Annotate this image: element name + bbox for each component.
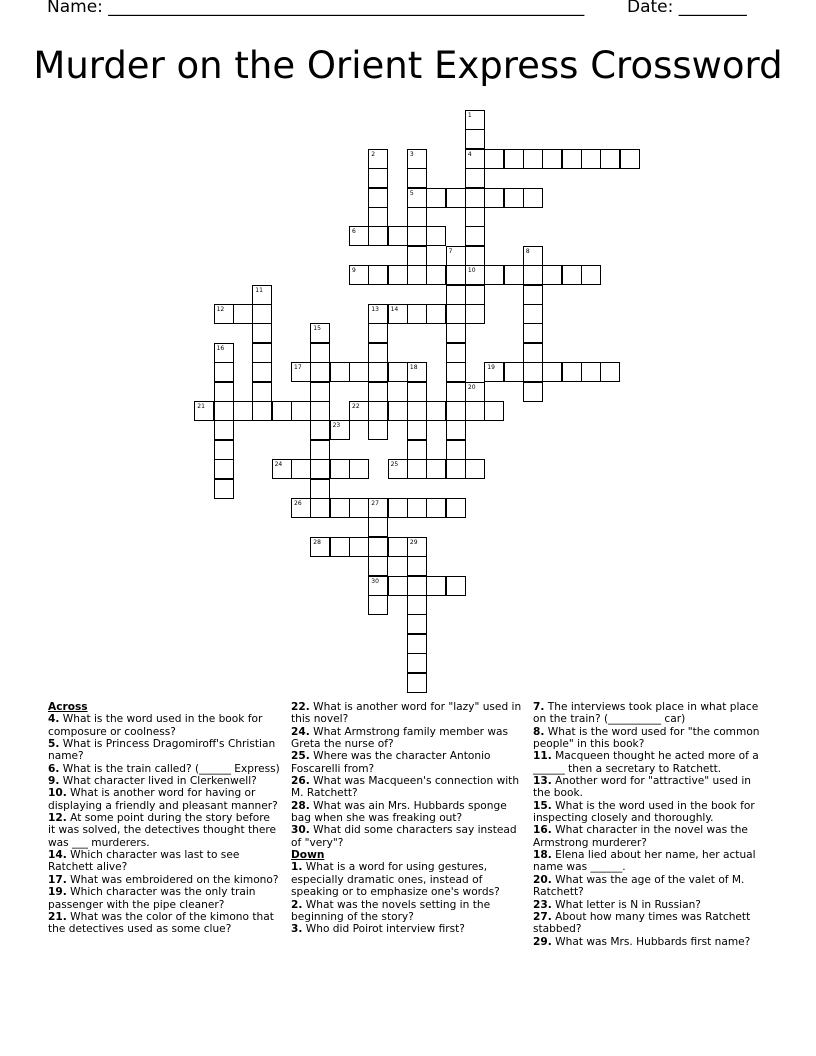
clue-number: 29 [409,538,418,546]
clue-number: 4 [467,150,472,158]
grid-cell[interactable] [407,246,427,266]
grid-cell[interactable] [407,498,427,518]
clue-item [48,849,280,874]
clue-number: 5 [409,189,414,197]
clue-number-label: 17. [48,873,67,886]
clue-item [291,861,523,898]
grid-cell[interactable] [272,459,292,479]
grid-cell[interactable] [291,362,311,382]
grid-cell[interactable] [504,265,524,285]
clue-number-label: 12. [48,812,67,825]
grid-cell[interactable] [272,401,292,421]
clue-number: 19 [487,364,495,372]
grid-cell[interactable] [368,556,388,576]
grid-cell[interactable] [562,265,582,285]
grid-cell[interactable] [252,323,272,343]
grid-cell[interactable] [233,304,253,324]
grid-cell[interactable] [368,168,388,188]
clue-text: What was embroidered on the kimono? [66,873,279,886]
grid-cell[interactable] [542,149,562,169]
grid-cell[interactable] [465,265,485,285]
grid-cell[interactable] [446,401,466,421]
grid-cell[interactable] [465,285,485,305]
grid-cell[interactable] [446,285,466,305]
clue-text: Macqueen thought he acted more of a ______ then a secretary to Ratchett. [533,750,759,775]
grid-cell[interactable] [581,149,601,169]
grid-cell[interactable] [504,362,524,382]
grid-cell[interactable] [407,614,427,634]
grid-cell[interactable] [407,634,427,654]
grid-cell[interactable] [484,362,504,382]
grid-cell[interactable] [407,382,427,402]
clue-text: What is another word for having or displaying a friendly and pleasant manner? [48,787,278,812]
clue-number: 14 [390,306,399,313]
grid-cell[interactable] [620,149,640,169]
clue-number: 3 [409,150,414,158]
grid-cell[interactable] [214,401,234,421]
clue-number: 18 [409,364,418,372]
grid-cell[interactable] [562,149,582,169]
clue-number-label: 1. [291,861,303,874]
grid-cell[interactable] [542,362,562,382]
grid-cell[interactable] [465,168,485,188]
grid-cell[interactable] [426,188,446,208]
clue-number-label: 4. [48,713,60,726]
clue-number: 11 [255,286,263,294]
grid-cell[interactable] [465,382,485,402]
grid-cell[interactable] [446,188,466,208]
grid-cell[interactable] [368,304,388,324]
clue-text: What is the word used for "the common people" in this book? [533,725,760,751]
grid-cell[interactable] [446,459,466,479]
grid-cell[interactable] [291,459,311,479]
clue-number: 20 [467,383,476,391]
clue-number-label: 20. [533,873,552,886]
clue-number: 10 [467,267,476,275]
clue-number-label: 19. [48,886,67,899]
grid-cell[interactable] [388,362,408,382]
grid-cell[interactable] [310,459,330,479]
grid-cell[interactable] [368,149,388,169]
grid-cell[interactable] [426,459,446,479]
clue-number-label: 10. [48,787,67,800]
grid-cell[interactable] [252,285,272,305]
grid-cell[interactable] [465,188,485,208]
grid-cell[interactable] [484,188,504,208]
grid-cell[interactable] [214,343,234,363]
clue-text: Elena lied about her name, her actual name was ______. [533,849,756,874]
grid-cell[interactable] [407,265,427,285]
grid-cell[interactable] [407,401,427,421]
clue-text: At some point during the story before it was solved, the detectives thought there was ___ murderers. [48,812,277,849]
grid-cell[interactable] [484,149,504,169]
grid-cell[interactable] [214,420,234,440]
clue-number-label: 27. [533,910,552,923]
clue-number: 13 [371,306,379,313]
grid-cell[interactable] [349,401,369,421]
grid-cell[interactable] [388,226,408,246]
grid-cell[interactable] [407,556,427,576]
clue-number: 30 [371,577,379,585]
grid-cell[interactable] [330,362,350,382]
clue-text: Which character was last to see Ratchett alive? [48,849,240,874]
grid-cell[interactable] [446,265,466,285]
grid-cell[interactable] [330,420,350,440]
clue-item [291,701,523,726]
grid-cell[interactable] [426,304,446,324]
clue-number: 23 [332,422,341,430]
clue-number-label: 21. [48,910,67,923]
clue-item [48,874,280,886]
grid-cell[interactable] [291,498,311,518]
down-heading: Down [291,849,325,862]
clue-item [48,886,280,911]
grid-cell[interactable] [407,440,427,460]
grid-cell[interactable] [388,401,408,421]
clue-number-label: 23. [533,898,552,911]
grid-cell[interactable] [368,517,388,537]
clues-column-2 [291,701,523,936]
clue-number-label: 30. [291,824,310,837]
clue-text: What was Mrs. Hubbards first name? [551,935,751,948]
clue-text: About how many times was Ratchett stabbed? [533,910,751,936]
grid-cell[interactable] [388,576,408,596]
clue-item [291,923,523,935]
grid-cell[interactable] [581,265,601,285]
grid-cell[interactable] [446,343,466,363]
grid-cell[interactable] [388,304,408,324]
grid-cell[interactable] [407,304,427,324]
grid-cell[interactable] [291,401,311,421]
clue-text: What was the novels setting in the beginning of the story? [291,898,491,923]
grid-cell[interactable] [446,362,466,382]
clues-column-3 [533,701,765,948]
grid-cell[interactable] [368,226,388,246]
grid-cell[interactable] [252,304,272,324]
clue-text: What did some characters say instead of "very"? [291,824,517,849]
date-field-label: Date: ________ [627,0,747,17]
grid-cell[interactable] [349,537,369,557]
clue-number: 21 [197,403,205,410]
grid-cell[interactable] [523,188,543,208]
clue-number-label: 2. [291,898,303,911]
clue-item [48,738,280,763]
clue-item [48,775,280,787]
clue-number: 25 [390,461,399,469]
grid-cell[interactable] [600,362,620,382]
clue-number: 22 [352,403,360,410]
page-title: Murder on the Orient Express Crossword [33,44,783,87]
grid-cell[interactable] [194,401,214,421]
grid-cell[interactable] [446,304,466,324]
clue-text: Where was the character Antonio Foscarelli from? [291,750,491,775]
clue-number: 17 [294,364,302,372]
clue-text: What is a word for using gestures, especially dramatic ones, instead of speaking or to emphasize one's words? [291,861,500,899]
clue-item [533,800,765,825]
grid-cell[interactable] [310,401,330,421]
grid-cell[interactable] [523,382,543,402]
clue-item [533,750,765,775]
grid-cell[interactable] [426,401,446,421]
grid-cell[interactable] [407,226,427,246]
clue-number-label: 13. [533,775,552,788]
grid-cell[interactable] [252,382,272,402]
grid-cell[interactable] [310,420,330,440]
clue-item [291,750,523,775]
grid-cell[interactable] [407,188,427,208]
clue-item [291,899,523,924]
clue-item [291,800,523,825]
clue-text: What is the train called? (______ Express) [59,762,280,775]
grid-cell[interactable] [446,382,466,402]
grid-cell[interactable] [446,576,466,596]
clue-text: What was ain Mrs. Hubbards sponge bag when she was freaking out? [291,799,507,825]
grid-cell[interactable] [407,168,427,188]
clue-text: What letter is N in Russian? [551,898,701,911]
clue-item [533,726,765,751]
grid-cell[interactable] [407,653,427,673]
clue-number: 2 [371,150,376,158]
grid-cell[interactable] [214,382,234,402]
clue-text: What character lived in Clerkenwell? [59,775,257,788]
clue-number: 16 [216,344,225,352]
clue-item [533,874,765,899]
clue-text: Who did Poirot interview first? [302,923,465,936]
down-clue-list [291,861,523,935]
grid-cell[interactable] [310,323,330,343]
grid-cell[interactable] [484,401,504,421]
grid-cell[interactable] [407,420,427,440]
grid-cell[interactable] [368,323,388,343]
grid-cell[interactable] [465,246,485,266]
grid-cell[interactable] [523,246,543,266]
grid-cell[interactable] [426,265,446,285]
clue-text: What is Princess Dragomiroff's Christian name? [48,738,276,763]
grid-cell[interactable] [368,537,388,557]
clue-item [48,812,280,849]
grid-cell[interactable] [349,459,369,479]
grid-cell[interactable] [446,323,466,343]
clue-number: 7 [448,247,453,255]
grid-cell[interactable] [407,207,427,227]
clue-number: 26 [294,500,302,507]
grid-cell[interactable] [426,226,446,246]
grid-cell[interactable] [310,479,330,499]
across-clue-list [48,713,280,935]
clue-number-label: 3. [291,923,303,936]
clue-text: What Armstrong family member was Greta the nurse of? [291,725,509,751]
grid-cell[interactable] [349,226,369,246]
grid-cell[interactable] [368,576,388,596]
grid-cell[interactable] [310,382,330,402]
clue-text: What character in the novel was the Armstrong murderer? [533,824,748,849]
clue-number: 24 [274,461,283,469]
grid-cell[interactable] [407,595,427,615]
grid-cell[interactable] [523,265,543,285]
clue-text: Which character was the only train passenger with the pipe cleaner? [48,886,256,911]
grid-cell[interactable] [523,304,543,324]
clue-number-label: 28. [291,799,310,812]
clue-item [533,899,765,911]
grid-cell[interactable] [214,440,234,460]
grid-cell[interactable] [465,110,485,130]
grid-cell[interactable] [310,537,330,557]
grid-cell[interactable] [368,420,388,440]
grid-cell[interactable] [252,401,272,421]
name-field-label: Name: ________________________________________________________ [47,0,585,17]
clue-text: What is the word used in the book for composure or coolness? [48,713,263,738]
grid-cell[interactable] [407,576,427,596]
grid-cell[interactable] [368,362,388,382]
clue-text: What was Macqueen's connection with M. Ratchett? [291,775,520,800]
clue-number-label: 14. [48,849,67,862]
grid-cell[interactable] [446,420,466,440]
grid-cell[interactable] [407,149,427,169]
clue-number-label: 25. [291,750,310,763]
clue-number-label: 18. [533,849,552,862]
clue-number: 28 [313,538,321,546]
grid-cell[interactable] [581,362,601,382]
down-clue-list-continued [533,701,765,948]
clue-number-label: 11. [533,750,552,763]
grid-cell[interactable] [368,265,388,285]
grid-cell[interactable] [368,188,388,208]
grid-cell[interactable] [426,576,446,596]
grid-cell[interactable] [349,498,369,518]
clue-number: 6 [352,228,356,236]
grid-cell[interactable] [310,440,330,460]
grid-cell[interactable] [349,362,369,382]
grid-cell[interactable] [446,498,466,518]
grid-cell[interactable] [214,459,234,479]
clue-number-label: 22. [291,701,310,713]
clue-number-label: 5. [48,738,60,751]
grid-cell[interactable] [465,226,485,246]
grid-cell[interactable] [252,362,272,382]
grid-cell[interactable] [446,246,466,266]
clue-number: 15 [313,325,321,333]
grid-cell[interactable] [368,207,388,227]
grid-cell[interactable] [388,498,408,518]
grid-cell[interactable] [600,149,620,169]
clue-number-label: 29. [533,935,552,948]
clue-number-label: 15. [533,799,552,812]
clue-text: What is another word for "lazy" used in this novel? [291,701,522,726]
grid-cell[interactable] [465,207,485,227]
clue-number: 8 [525,247,530,255]
grid-cell[interactable] [523,362,543,382]
grid-cell[interactable] [368,595,388,615]
clue-text: Another word for "attractive" used in the book. [533,775,752,800]
grid-cell[interactable] [407,362,427,382]
clue-item [533,936,765,948]
grid-cell[interactable] [523,149,543,169]
clue-text: What is the word used in the book for inspecting closely and thoroughly. [533,799,755,825]
clue-item [291,824,523,849]
grid-cell[interactable] [484,265,504,285]
grid-cell[interactable] [214,304,234,324]
grid-cell[interactable] [407,459,427,479]
clue-text: The interviews took place in what place on the train? (__________ car) [533,701,759,726]
grid-cell[interactable] [310,498,330,518]
clue-item [291,775,523,800]
grid-cell[interactable] [330,537,350,557]
clue-item [533,824,765,849]
grid-cell[interactable] [388,459,408,479]
clue-number: 12 [216,306,225,313]
grid-cell[interactable] [562,362,582,382]
clue-item [533,775,765,800]
grid-cell[interactable] [523,285,543,305]
grid-cell[interactable] [523,343,543,363]
grid-cell[interactable] [368,498,388,518]
grid-cell[interactable] [233,401,253,421]
grid-cell[interactable] [388,265,408,285]
grid-cell[interactable] [388,537,408,557]
clue-item [533,911,765,936]
grid-cell[interactable] [407,673,427,693]
grid-cell[interactable] [252,343,272,363]
across-clue-list-continued [291,701,523,849]
clue-number-label: 7. [533,701,545,713]
grid-cell[interactable] [368,382,388,402]
grid-cell[interactable] [465,304,485,324]
grid-cell[interactable] [330,498,350,518]
clue-number-label: 9. [48,775,60,788]
clue-number-label: 8. [533,725,545,738]
grid-cell[interactable] [542,265,562,285]
grid-cell[interactable] [446,440,466,460]
grid-cell[interactable] [330,459,350,479]
grid-cell[interactable] [214,362,234,382]
clue-item [48,911,280,936]
clue-number-label: 6. [48,762,60,775]
grid-cell[interactable] [504,188,524,208]
clue-number: 1 [467,112,472,119]
grid-cell[interactable] [310,343,330,363]
grid-cell[interactable] [310,362,330,382]
grid-cell[interactable] [465,459,485,479]
clue-number: 9 [352,267,356,275]
clue-item [291,726,523,751]
grid-cell[interactable] [349,265,369,285]
clue-item [48,763,280,775]
grid-cell[interactable] [465,129,485,149]
clue-number-label: 16. [533,824,552,837]
grid-cell[interactable] [214,479,234,499]
clue-item [533,849,765,874]
grid-cell[interactable] [368,401,388,421]
grid-cell[interactable] [465,149,485,169]
grid-cell[interactable] [368,343,388,363]
clue-number-label: 26. [291,775,310,788]
grid-cell[interactable] [465,401,485,421]
clue-text: What was the color of the kimono that the detectives used as some clue? [48,910,274,936]
grid-cell[interactable] [504,149,524,169]
clue-text: What was the age of the valet of M. Ratchett? [533,873,745,899]
grid-cell[interactable] [407,537,427,557]
grid-cell[interactable] [426,498,446,518]
clue-item [48,787,280,812]
clue-item [48,713,280,738]
grid-cell[interactable] [523,323,543,343]
clue-number: 27 [371,500,379,507]
clue-item [533,701,765,726]
clue-number-label: 24. [291,725,310,738]
across-heading: Across [48,701,88,713]
clues-column-1 [48,701,280,936]
